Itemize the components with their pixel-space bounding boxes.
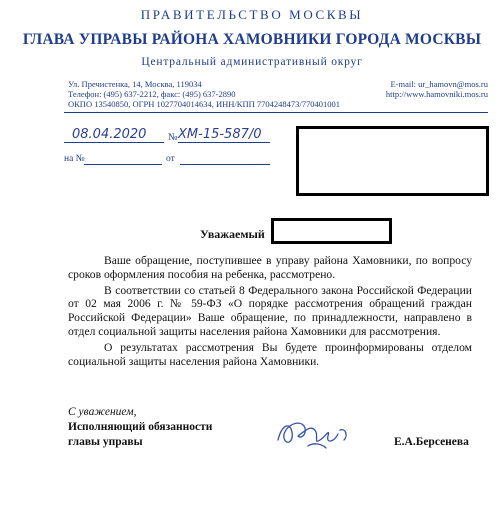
date-underline [64, 142, 164, 143]
handwritten-signature [268, 406, 368, 456]
recipient-name-redaction [271, 218, 392, 244]
number-underline [178, 142, 270, 143]
address-text: Ул. Пречистенка, 14, Москва, 119034 [68, 79, 202, 89]
position-line-2: главы управы [68, 436, 143, 448]
registration-number: ХМ-15-587/0 [178, 127, 262, 142]
email-text: E-mail: ur_hamovn@mos.ru [390, 79, 488, 89]
government-title: ПРАВИТЕЛЬСТВО МОСКВЫ [140, 7, 364, 22]
letter-body [68, 254, 472, 368]
phone-text: Телефон: (495) 637-2212, факс: (495) 637-2890 [68, 89, 236, 99]
closing-text: С уважением, [68, 406, 137, 418]
district-title: Центральный административный округ [141, 56, 363, 68]
number-sign: № [168, 132, 178, 143]
salutation: Уважаемый [200, 227, 265, 241]
paragraph-3: О результатах рассмотрения Вы будете проинформированы отделом социальной защиты населения района Хамовники. [68, 340, 472, 368]
ref-number-underline [84, 164, 162, 165]
codes-text: ОКПО 13540850, ОГРН 1027704014634, ИНН/КПП 7704248473/770401001 [68, 99, 340, 109]
ref-number-label: на № [64, 154, 85, 164]
website-text: http://www.hamovniki.mos.ru [385, 89, 488, 99]
signatory-name: Е.А.Берсенева [394, 436, 469, 448]
header-divider [64, 112, 488, 113]
authority-title: ГЛАВА УПРАВЫ РАЙОНА ХАМОВНИКИ ГОРОДА МОСКВЫ [22, 31, 482, 48]
paragraph-2: В соответствии со статьей 8 Федерального закона Российской Федерации от 02 мая 2006 г. № 59-ФЗ «О порядке рассмотрения обращений граждан Российской Федерации» Ваше обращение, по принадлежности, направлено в отдел социальной защиты населения района Хамовники для рассмотрения. [68, 283, 472, 338]
ref-from-underline [180, 164, 270, 165]
ref-from-label: от [166, 154, 175, 164]
paragraph-1: Ваше обращение, поступившее в управу района Хамовники, по вопросу сроков оформления пособия на ребенка, рассмотрено. [68, 254, 472, 281]
position-line-1: Исполняющий обязанности [68, 421, 213, 433]
addressee-redaction [296, 126, 489, 196]
registration-date: 08.04.2020 [72, 127, 147, 142]
